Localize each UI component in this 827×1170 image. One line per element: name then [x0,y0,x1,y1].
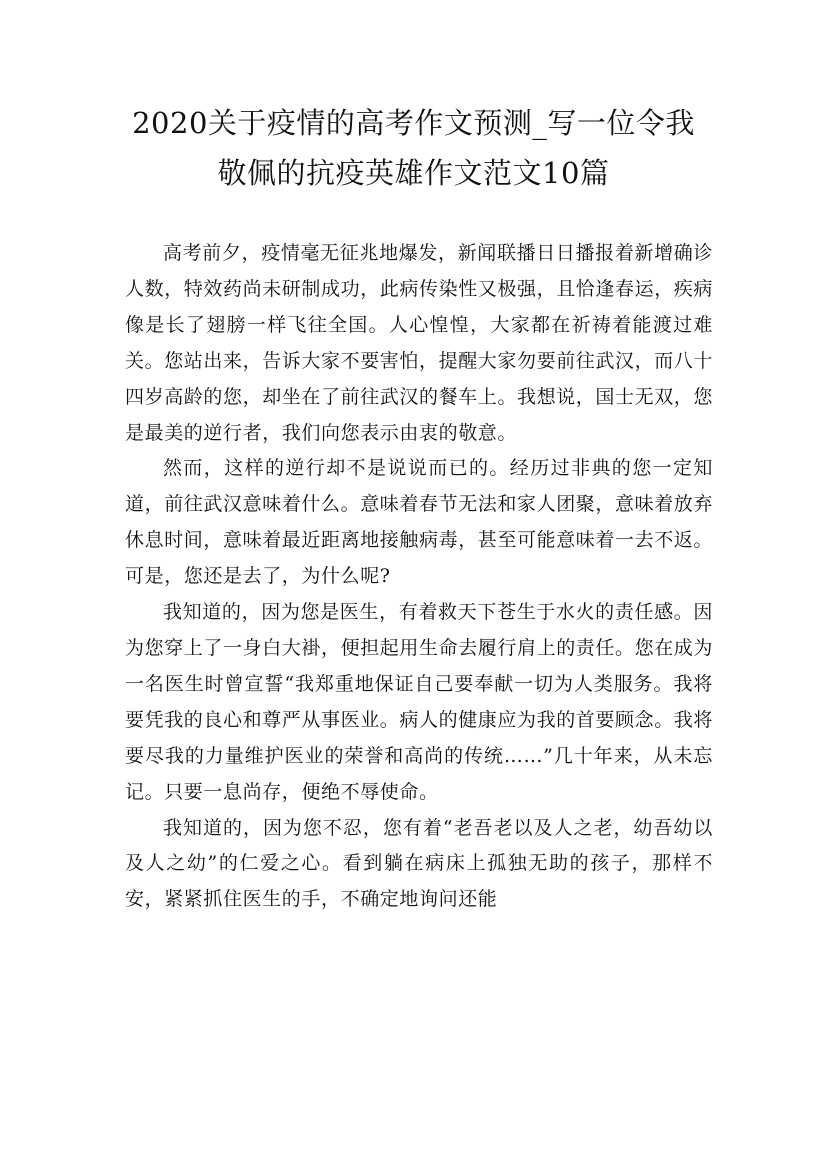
document-title [80,98,747,198]
paragraph-2: 然而，这样的逆行却不是说说而已的。经历过非典的您一定知道，前往武汉意味着什么。意味着春节无法和家人团聚，意味着放弃休息时间，意味着最近距离地接触病毒，甚至可能意味着一去不返。可是，您还是去了，为什么呢? [125,457,714,588]
document-body [125,236,713,918]
title-line-2: 敬佩的抗疫英雄作文范文10篇 [217,156,610,190]
paragraph-1: 高考前夕，疫情毫无征兆地爆发，新闻联播日日播报着新增确诊人数，特效药尚未研制成功，此病传染性又极强，且恰逢春运，疾病像是长了翅膀一样飞往全国。人心惶惶，大家都在祈祷着能渡过难关。您站出来，告诉大家不要害怕，提醒大家勿要前往武汉，而八十四岁高龄的您，却坐在了前往武汉的餐车上。我想说，国士无双，您是最美的逆行者，我们向您表示由衷的敬意。 [125,242,714,444]
paragraph-3: 我知道的，因为您是医生，有着救天下苍生于水火的责任感。因为您穿上了一身白大褂，便担起用生命去履行肩上的责任。您在成为一名医生时曾宣誓“我郑重地保证自己要奉献一切为人类服务。我将要凭我的良心和尊严从事医业。病人的健康应为我的首要顾念。我将要尽我的力量维护医业的荣誉和高尚的传统……”几十年来，从未忘记。只要一息尚存，便绝不辱使命。 [125,601,714,803]
title-line-1: 2020关于疫情的高考作文预测_写一位令我 [132,106,695,140]
paragraph-4: 我知道的，因为您不忍，您有着“老吾老以及人之老，幼吾幼以及人之幼”的仁爱之心。看到躺在病床上孤独无助的孩子，那样不安，紧紧抓住医生的手，不确定地询问还能 [125,816,713,911]
